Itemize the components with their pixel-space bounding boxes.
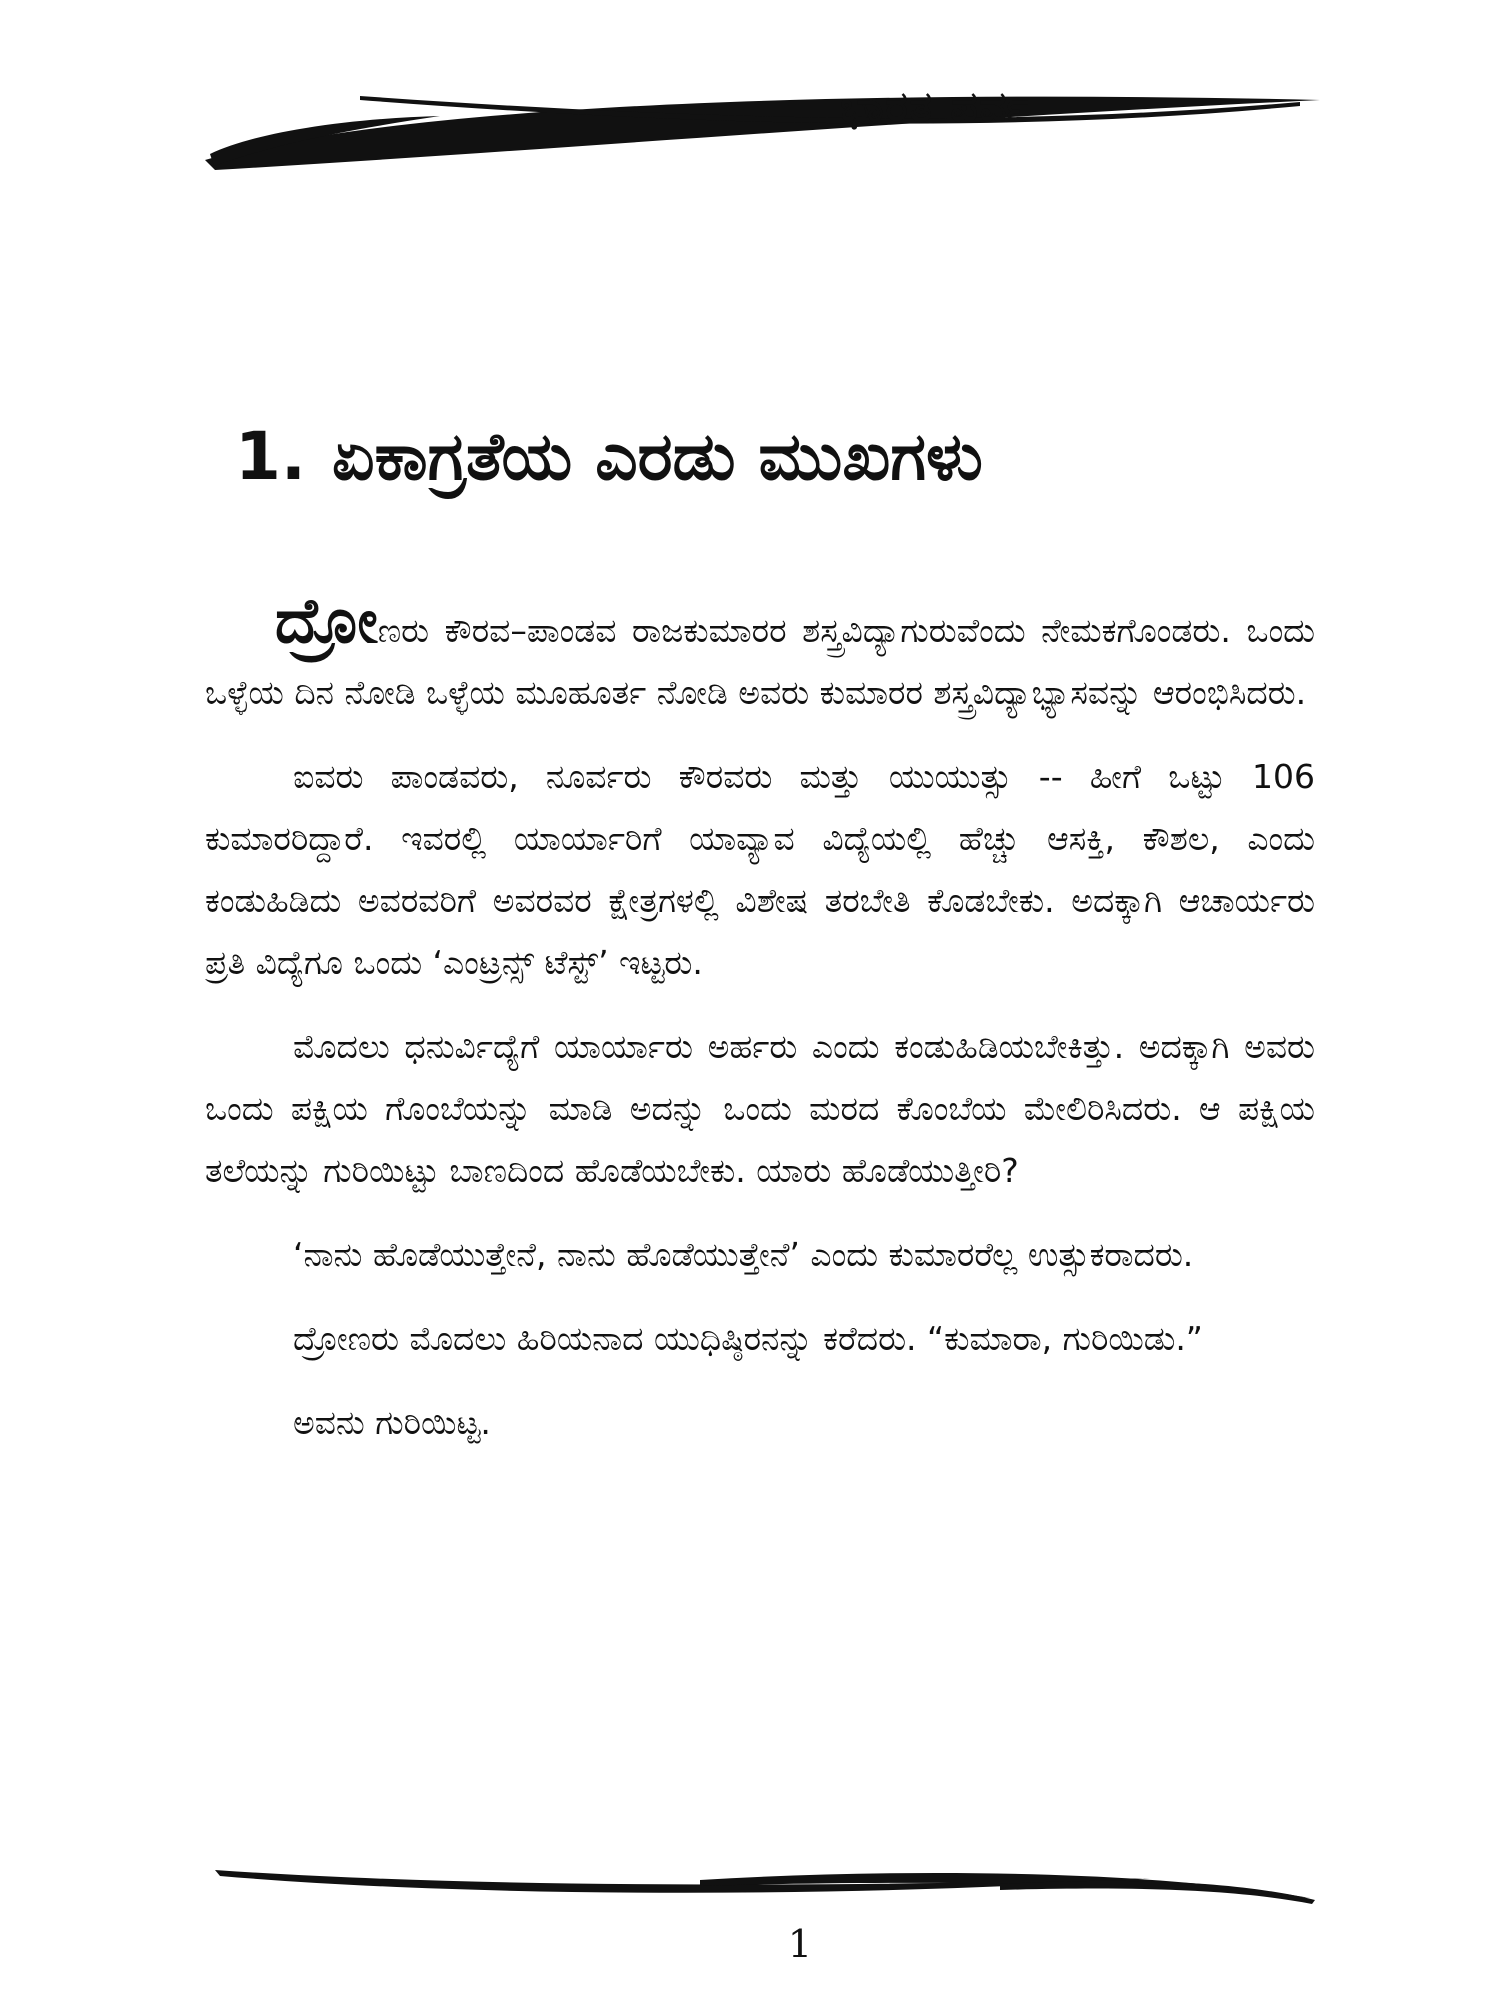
paragraph-2: ಐವರು ಪಾಂಡವರು, ನೂರ್ವರು ಕೌರವರು ಮತ್ತು ಯುಯುತ್ಸು -- ಹೀಗೆ ಒಟ್ಟು 106 ಕುಮಾರರಿದ್ದಾರೆ. ಇವರಲ್ಲಿ ಯಾರ್ಯಾರಿಗೆ ಯಾವ್ಯಾವ ವಿದ್ಯೆಯಲ್ಲಿ ಹೆಚ್ಚು ಆಸಕ್ತಿ, ಕೌಶಲ, ಎಂದು ಕಂಡುಹಿಡಿದು ಅವರವರಿಗೆ ಅವರವರ ಕ್ಷೇತ್ರಗಳಲ್ಲಿ ವಿಶೇಷ ತರಬೇತಿ ಕೊಡಬೇಕು. ಅದಕ್ಕಾಗಿ ಆಚಾರ್ಯರು ಪ್ರತಿ ವಿದ್ಯೆಗೂ ಒಂದು ‘ಎಂಟ್ರನ್ಸ್ ಟೆಸ್ಟ್’ ಇಟ್ಟರು. bbox=[205, 757, 1315, 982]
chapter-title-text: ಏಕಾಗ್ರತೆಯ ಎರಡು ಮುಖಗಳು bbox=[332, 418, 983, 495]
chapter-title bbox=[235, 418, 1335, 497]
paragraph-1 bbox=[205, 584, 1315, 724]
chapter-body bbox=[205, 584, 1315, 1476]
chapter-number: 1. bbox=[235, 418, 306, 495]
running-head: ಭಾರತ ಪರ್ವ bbox=[840, 82, 1031, 131]
paragraph-3: ಮೊದಲು ಧನುರ್ವಿದ್ಯೆಗೆ ಯಾರ್ಯಾರು ಅರ್ಹರು ಎಂದು ಕಂಡುಹಿಡಿಯಬೇಕಿತ್ತು. ಅದಕ್ಕಾಗಿ ಅವರು ಒಂದು ಪಕ್ಷಿಯ ಗೊಂಬೆಯನ್ನು ಮಾಡಿ ಅದನ್ನು ಒಂದು ಮರದ ಕೊಂಬೆಯ ಮೇಲಿರಿಸಿದರು. ಆ ಪಕ್ಷಿಯ ತಲೆಯನ್ನು ಗುರಿಯಿಟ್ಟು ಬಾಣದಿಂದ ಹೊಡೆಯಬೇಕು. ಯಾರು ಹೊಡೆಯುತ್ತೀರಿ? bbox=[205, 1027, 1315, 1190]
header-brush-stroke bbox=[0, 80, 1500, 190]
paragraph-4: ‘ನಾನು ಹೊಡೆಯುತ್ತೇನೆ, ನಾನು ಹೊಡೆಯುತ್ತೇನೆ’ ಎಂದು ಕುಮಾರರೆಲ್ಲ ಉತ್ಸುಕರಾದರು. bbox=[293, 1235, 1194, 1274]
paragraph-1-text: ಣರು ಕೌರವ–ಪಾಂಡವ ರಾಜಕುಮಾರರ ಶಸ್ತ್ರವಿದ್ಯಾಗುರುವೆಂದು ನೇಮಕಗೊಂಡರು. ಒಂದು ಒಳ್ಳೆಯ ದಿನ ನೋಡಿ ಒಳ್ಳೆಯ ಮೂಹೂರ್ತ ನೋಡಿ ಅವರು ಕುಮಾರರ ಶಸ್ತ್ರವಿದ್ಯಾಭ್ಯಾಸವನ್ನು ಆರಂಭಿಸಿದರು. bbox=[205, 611, 1315, 712]
page-number: 1 bbox=[787, 1922, 813, 1966]
paragraph-5: ದ್ರೋಣರು ಮೊದಲು ಹಿರಿಯನಾದ ಯುಧಿಷ್ಠಿರನನ್ನು ಕರೆದರು. “ಕುಮಾರಾ, ಗುರಿಯಿಡು.” bbox=[293, 1319, 1203, 1358]
paragraph-6: ಅವನು ಗುರಿಯಿಟ್ಟ. bbox=[293, 1403, 491, 1442]
drop-cap: ದ್ರೋ bbox=[275, 584, 378, 657]
